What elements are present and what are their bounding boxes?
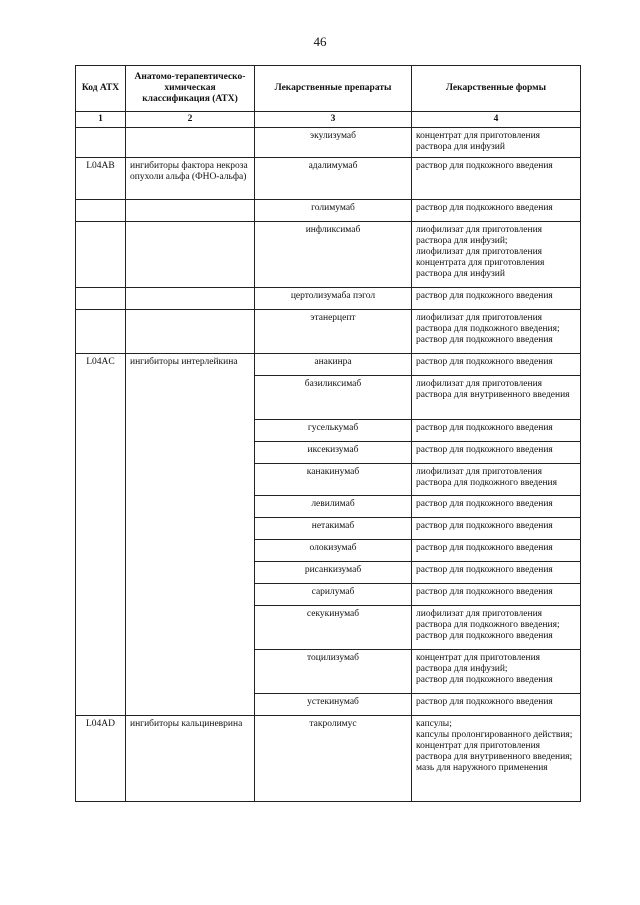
atx-code-cell: L04AC bbox=[76, 354, 126, 716]
drug-name-cell: цертолизумаба пэгол bbox=[255, 288, 412, 310]
drug-name-cell: канакинумаб bbox=[255, 464, 412, 496]
column-number-row bbox=[76, 112, 581, 128]
atx-code-cell bbox=[76, 222, 126, 288]
dosage-form-line: концентрат для приготовления раствора для внутривенного введения; bbox=[416, 741, 573, 762]
dosage-forms-cell bbox=[412, 464, 581, 496]
table-row bbox=[76, 310, 581, 354]
dosage-form-line: раствор для подкожного введения bbox=[416, 445, 553, 455]
classification-cell bbox=[126, 222, 255, 288]
dosage-forms-cell bbox=[412, 158, 581, 200]
table-header-row bbox=[76, 66, 581, 112]
classification-cell: ингибиторы кальциневрина bbox=[126, 716, 255, 802]
dosage-forms-cell bbox=[412, 496, 581, 518]
dosage-form-line: раствор для подкожного введения bbox=[416, 565, 553, 575]
header-code: Код АТХ bbox=[76, 66, 126, 112]
classification-cell bbox=[126, 128, 255, 158]
dosage-forms-cell bbox=[412, 128, 581, 158]
column-number: 4 bbox=[412, 112, 581, 128]
dosage-forms-cell bbox=[412, 606, 581, 650]
dosage-form-line: раствор для подкожного введения bbox=[416, 203, 553, 213]
drug-name-cell: инфликсимаб bbox=[255, 222, 412, 288]
dosage-form-line: капсулы; bbox=[416, 719, 452, 729]
drug-name-cell: экулизумаб bbox=[255, 128, 412, 158]
dosage-form-line: лиофилизат для приготовления раствора для внутривенного введения bbox=[416, 379, 570, 400]
drug-name-cell: левилимаб bbox=[255, 496, 412, 518]
table-row bbox=[76, 354, 581, 376]
classification-cell bbox=[126, 200, 255, 222]
atx-code-cell bbox=[76, 288, 126, 310]
drug-name-cell: тоцилизумаб bbox=[255, 650, 412, 694]
classification-cell: ингибиторы интерлейкина bbox=[126, 354, 255, 716]
dosage-form-line: концентрат для приготовления раствора для инфузий bbox=[416, 131, 541, 152]
atx-code-cell: L04AB bbox=[76, 158, 126, 200]
dosage-form-line: лиофилизат для приготовления раствора для инфузий; bbox=[416, 225, 543, 246]
dosage-forms-cell bbox=[412, 584, 581, 606]
dosage-form-line: раствор для подкожного введения bbox=[416, 335, 553, 345]
dosage-forms-cell bbox=[412, 222, 581, 288]
table-row bbox=[76, 158, 581, 200]
dosage-forms-cell bbox=[412, 518, 581, 540]
drug-name-cell: гуселькумаб bbox=[255, 420, 412, 442]
dosage-forms-cell bbox=[412, 540, 581, 562]
drug-name-cell: такролимус bbox=[255, 716, 412, 802]
drug-name-cell: этанерцепт bbox=[255, 310, 412, 354]
table-row bbox=[76, 200, 581, 222]
dosage-forms-cell bbox=[412, 562, 581, 584]
dosage-form-line: раствор для подкожного введения bbox=[416, 587, 553, 597]
dosage-forms-cell bbox=[412, 694, 581, 716]
table-row bbox=[76, 128, 581, 158]
classification-cell bbox=[126, 288, 255, 310]
dosage-forms-cell bbox=[412, 376, 581, 420]
dosage-forms-cell bbox=[412, 650, 581, 694]
drug-name-cell: устекинумаб bbox=[255, 694, 412, 716]
drug-name-cell: нетакимаб bbox=[255, 518, 412, 540]
dosage-form-line: лиофилизат для приготовления концентрата для приготовления раствора для инфузий bbox=[416, 247, 545, 279]
dosage-form-line: раствор для подкожного введения bbox=[416, 675, 553, 685]
drug-name-cell: иксекизумаб bbox=[255, 442, 412, 464]
classification-cell: ингибиторы фактора некроза опухоли альфа (ФНО-альфа) bbox=[126, 158, 255, 200]
dosage-forms-cell bbox=[412, 442, 581, 464]
dosage-forms-cell bbox=[412, 200, 581, 222]
dosage-forms-cell bbox=[412, 354, 581, 376]
dosage-form-line: раствор для подкожного введения bbox=[416, 357, 553, 367]
dosage-form-line: раствор для подкожного введения bbox=[416, 521, 553, 531]
drug-name-cell: базиликсимаб bbox=[255, 376, 412, 420]
column-number: 2 bbox=[126, 112, 255, 128]
atx-code-cell bbox=[76, 200, 126, 222]
drug-name-cell: олокизумаб bbox=[255, 540, 412, 562]
dosage-form-line: концентрат для приготовления раствора для инфузий; bbox=[416, 653, 541, 674]
dosage-form-line: капсулы пролонгированного действия; bbox=[416, 730, 573, 740]
drug-name-cell: рисанкизумаб bbox=[255, 562, 412, 584]
dosage-form-line: раствор для подкожного введения bbox=[416, 499, 553, 509]
dosage-forms-cell bbox=[412, 310, 581, 354]
dosage-form-line: раствор для подкожного введения bbox=[416, 291, 553, 301]
dosage-form-line: лиофилизат для приготовления раствора для подкожного введения; bbox=[416, 313, 560, 334]
drug-name-cell: секукинумаб bbox=[255, 606, 412, 650]
dosage-form-line: раствор для подкожного введения bbox=[416, 543, 553, 553]
header-classification: Анатомо-терапевтическо-химическая классификация (АТХ) bbox=[126, 66, 255, 112]
header-forms: Лекарственные формы bbox=[412, 66, 581, 112]
header-drugs: Лекарственные препараты bbox=[255, 66, 412, 112]
table-row bbox=[76, 288, 581, 310]
dosage-form-line: раствор для подкожного введения bbox=[416, 161, 553, 171]
drug-name-cell: сарилумаб bbox=[255, 584, 412, 606]
dosage-forms-cell bbox=[412, 716, 581, 802]
atx-code-cell bbox=[76, 128, 126, 158]
drug-name-cell: голимумаб bbox=[255, 200, 412, 222]
classification-cell bbox=[126, 310, 255, 354]
dosage-form-line: лиофилизат для приготовления раствора для подкожного введения; bbox=[416, 609, 560, 630]
dosage-forms-cell bbox=[412, 288, 581, 310]
table-row bbox=[76, 716, 581, 802]
drug-name-cell: анакинра bbox=[255, 354, 412, 376]
column-number: 3 bbox=[255, 112, 412, 128]
atx-code-cell: L04AD bbox=[76, 716, 126, 802]
drug-name-cell: адалимумаб bbox=[255, 158, 412, 200]
table-row bbox=[76, 222, 581, 288]
dosage-form-line: раствор для подкожного введения bbox=[416, 423, 553, 433]
page-number: 46 bbox=[313, 34, 327, 49]
dosage-form-line: раствор для подкожного введения bbox=[416, 697, 553, 707]
atx-code-cell bbox=[76, 310, 126, 354]
atx-drug-table bbox=[75, 65, 581, 802]
column-number: 1 bbox=[76, 112, 126, 128]
dosage-form-line: раствор для подкожного введения bbox=[416, 631, 553, 641]
dosage-form-line: лиофилизат для приготовления раствора для подкожного введения bbox=[416, 467, 557, 488]
dosage-forms-cell bbox=[412, 420, 581, 442]
dosage-form-line: мазь для наружного применения bbox=[416, 763, 548, 773]
